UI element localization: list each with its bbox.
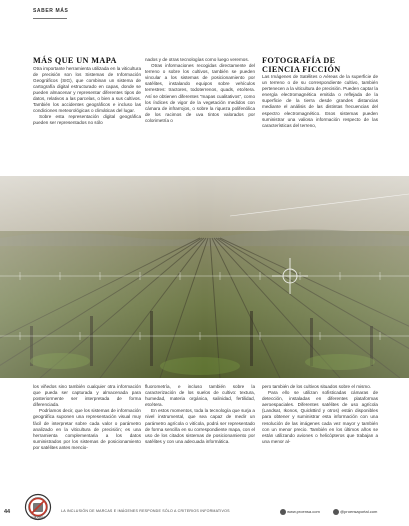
website-link[interactable]: [280, 509, 320, 515]
no-advertising-stamp-icon: [24, 493, 52, 521]
paragraph: Podríamos decir, que los sistemas de información geográfica suponen una representación visual muy fácil de interpretar sobre cada valor o parámetro analizado en la viticultura de precisión; es una herramienta complementaria a los datos suministrados por los sistemas de posicionamiento por satélites antes mencio-: [33, 408, 141, 450]
bottom-right-column: [262, 384, 378, 445]
bottom-middle-column: [145, 384, 255, 445]
section-rule: [33, 18, 67, 19]
social-label: @proensaportal.com: [340, 509, 378, 515]
top-right-column: [262, 57, 378, 129]
social-link[interactable]: [333, 509, 377, 515]
website-label: www.proensa.com: [287, 509, 320, 515]
heading-mas-que-un-mapa: MÁS QUE UN MAPA: [33, 56, 117, 65]
paragraph: los viñedos sino también cualquier otra información que pueda ser capturada y almacenada para posteriormente ser interpretada de forma diferenciada.: [33, 384, 141, 408]
heading-fotografia-line1: FOTOGRAFÍA DE: [262, 56, 336, 65]
paragraph: Las Imágenes de Satélites o Aéreas de la superficie de un terreno o de su correspondiente cultivo, también pertenecen a la viticultura de precisión. Pueden captar la energía electromagnética emitida o reflejada de la superficie de la tierra desde grandes distancias mediante el análisis de las distintas frecuencias del espectro electromagnético. Esos sistemas pueden suministrar una valiosa información respecto de las características del terreno,: [262, 74, 378, 128]
page-number: 44: [4, 509, 11, 515]
top-left-column: [33, 57, 141, 126]
paragraph: nados y de otras tecnologías como luego veremos.: [145, 57, 249, 62]
paragraph: Otras informaciones recogidas directamente del terreno o sobre los cultivos, también se pueden vincular a los sistemas de posicionamiento por satélites, instalando equipos sobre vehículos terrestres: tractores, todoterrenos, quads, etcétera. Así se obtienen diferentes "mapas cualitativos", como los índices de vigor de la vegetación medidos con cámara de infrarrojos, o sobre la riqueza polifenólica de los racimos de uva tintos valorados por colorimetría o: [145, 63, 255, 123]
bottom-left-column: [33, 384, 141, 451]
paragraph: fluorometría, e incluso también sobre la caracterización de los suelos de cultivo: textura, humedad, materia orgánica, salinidad, fertilidad, etcétera.: [145, 384, 255, 408]
vineyard-photo: [0, 176, 409, 378]
paragraph: Sobre esta representación digital geográfica pueden ser representados no sólo: [33, 114, 141, 126]
disclaimer-text: LA INCLUSIÓN DE MARCAS E IMÁGENES RESPONDE SÓLO A CRITERIOS INFORMATIVOS: [61, 509, 230, 513]
paragraph: pero también de los cultivos situados sobre el mismo.: [262, 384, 372, 389]
paragraph: Otra importante herramienta utilizada en la viticultura de precisión son los Sistemas de Información Geográficos (SIG), que combinan un sistema de cartografía digital estructurado en capas, donde se pueden almacenar y representar diferentes tipos de datos, relativos a las parcelas, o bien a sus cultivos. También los accidentes geográficos e incluso las condiciones meteorológicas o climáticas del lugar.: [33, 65, 141, 114]
globe-icon: [280, 509, 286, 515]
section-label: SABER MÁS: [33, 8, 69, 14]
top-middle-column: [145, 57, 255, 124]
paragraph: En estos momentos, toda la tecnología que surja a nivel instrumental, que sea capaz de medir un parámetro agrícola o vitícola, podrá ser representado de forma sencilla en su correspondiente mapa, con el uso de los citados sistemas de posicionamiento por satélites y con una adecuada informática.: [145, 408, 255, 444]
stamp-text: PUBLICIDAD: [30, 516, 46, 520]
heading-fotografia-line2: CIENCIA FICCIÓN: [262, 64, 341, 74]
social-icon: [333, 509, 339, 515]
paragraph: Para ello se utilizan sofisticadas cámaras de detección, instaladas en diferentes plataformas aeroespaciales. Diferentes satélites de uso agrícola (Landsat, Ikonos, QuickBird y otros) están disponibles para obtener y suministrar esta información con una resolución de las imágenes cada vez mayor y también con un menor precio. También en los últimos años se están utilizando aviones o helicópteros que trabajan a una menor al-: [262, 390, 378, 444]
